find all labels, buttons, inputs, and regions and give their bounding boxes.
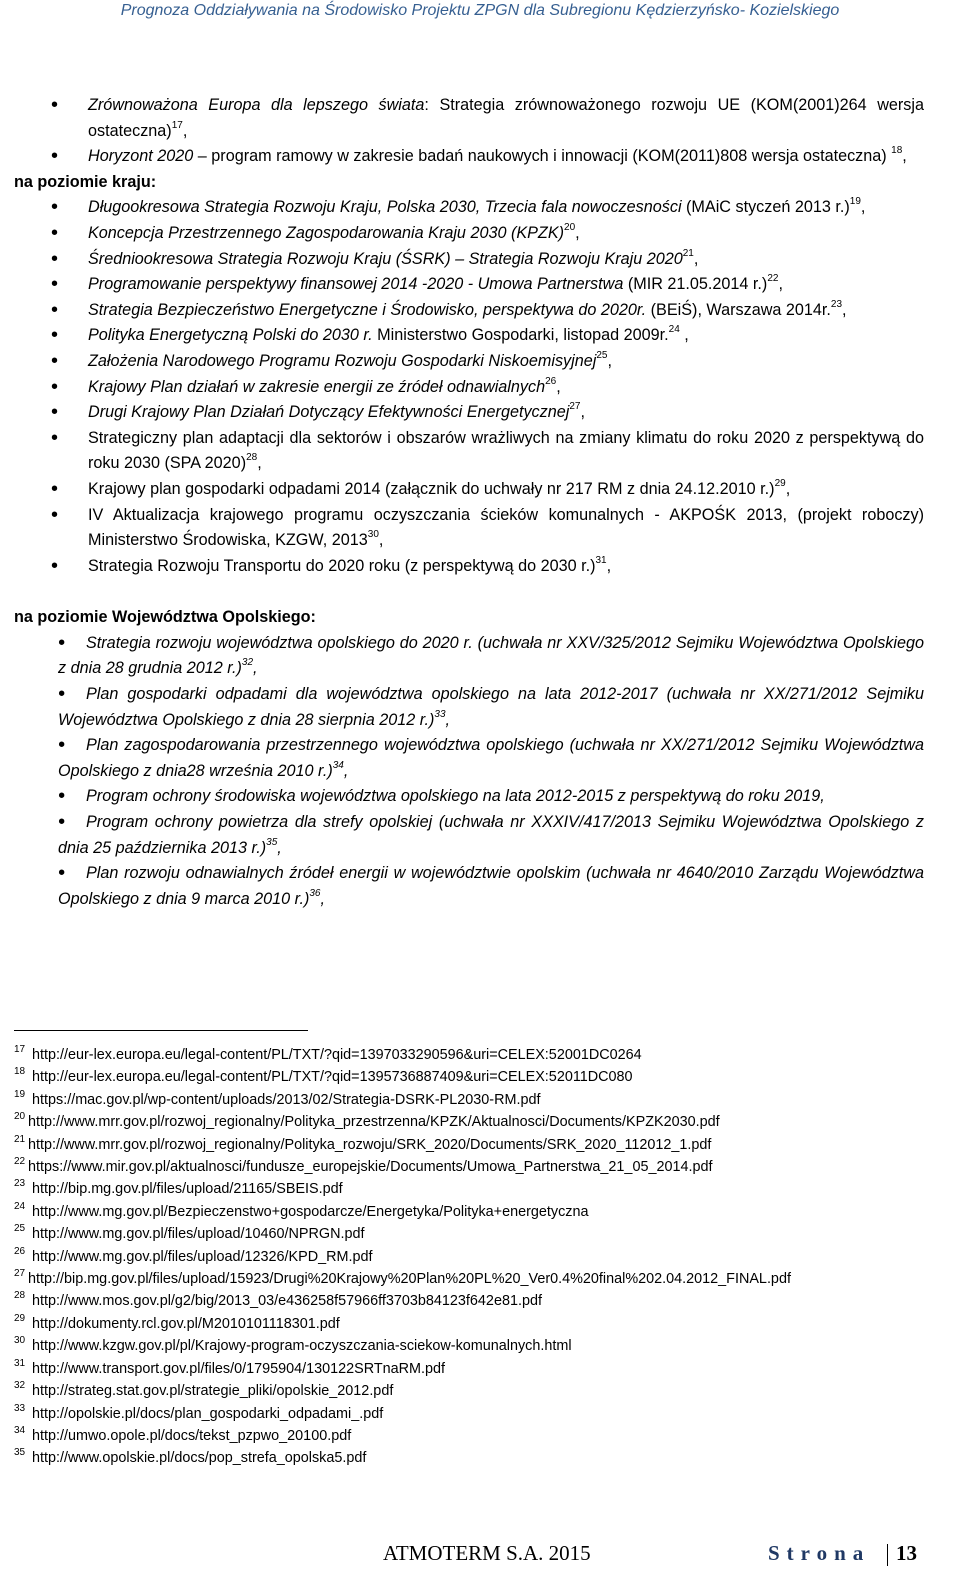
footnote-ref: 30 bbox=[367, 529, 379, 541]
list-item bbox=[14, 400, 924, 426]
footnote: $^{35}$ http://www.opolskie.pl/docs/pop_strefa_opolska5.pdf bbox=[14, 1447, 367, 1467]
item-tail: , bbox=[693, 249, 699, 268]
item-tail: , bbox=[842, 300, 847, 319]
footnote-ref: 17 bbox=[171, 119, 183, 131]
footnote-url: http://www.mg.gov.pl/files/upload/12326/KPD_RM.pdf bbox=[28, 1248, 373, 1265]
item-tail: , bbox=[607, 351, 612, 370]
item-title: Drugi Krajowy Plan Działań Dotyczący Efektywności Energetycznej bbox=[88, 403, 570, 422]
footnote-separator bbox=[14, 1030, 308, 1031]
item-title: Programowanie perspektywy finansowej 2014 -2020 - Umowa Partnerstwa bbox=[88, 275, 624, 294]
footnote-url: http://www.transport.gov.pl/files/0/1795904/130122SRTnaRM.pdf bbox=[28, 1360, 446, 1377]
item-title: Horyzont 2020 bbox=[88, 147, 194, 166]
item-tail: , bbox=[445, 710, 451, 729]
footnote-ref: 31 bbox=[595, 554, 607, 566]
item-text: Plan gospodarki odpadami dla województwa opolskiego na lata 2012-2017 (uchwała nr XX/271/2012 Sejmiku Województwa Opolskiego z dnia 28 sierpnia 2012 r.) bbox=[58, 685, 924, 729]
footnote-ref: 26 bbox=[545, 375, 557, 387]
footnote-url: http://umwo.opole.pl/docs/tekst_pzpwo_20100.pdf bbox=[28, 1427, 352, 1444]
footnote: $^{23}$ http://bip.mg.gov.pl/files/upload/21165/SBEIS.pdf bbox=[14, 1178, 343, 1198]
footnotes bbox=[14, 1044, 934, 1470]
list-item bbox=[14, 682, 924, 733]
footnote: $^{18}$ http://eur-lex.europa.eu/legal-content/PL/TXT/?qid=1395736887409&uri=CELEX:52011DC080 bbox=[14, 1066, 633, 1086]
footnote-ref: 35 bbox=[266, 836, 278, 848]
list-item bbox=[14, 733, 924, 784]
footnote-ref: 34 bbox=[332, 759, 344, 771]
footnote-url: http://eur-lex.europa.eu/legal-content/PL/TXT/?qid=1397033290596&uri=CELEX:52001DC0264 bbox=[28, 1047, 642, 1063]
item-tail: , bbox=[785, 479, 791, 498]
footnote-ref: 24 bbox=[668, 324, 680, 336]
footnote-ref: 25 bbox=[596, 349, 608, 361]
footnote-url: http://www.mrr.gov.pl/rozwoj_regionalny/Polityka_przestrzenna/KPZK/Aktualnosci/Documents/KPZK2030.pdf bbox=[28, 1114, 720, 1131]
footer-strona-label: Strona bbox=[768, 1541, 871, 1565]
footnote: $^{19}$ https://mac.gov.pl/wp-content/uploads/2013/02/Strategia-DSRK-PL2030-RM.pdf bbox=[14, 1088, 541, 1108]
list-item bbox=[14, 298, 924, 324]
footnote: $^{21}$ http://www.mrr.gov.pl/rozwoj_regionalny/Polityka_rozwoju/SRK_2020/Documents/SRK_2020_112012_1.pdf bbox=[14, 1133, 712, 1153]
list-item bbox=[14, 375, 924, 401]
main-content bbox=[14, 93, 924, 912]
running-header: Prognoza Oddziaływania na Środowisko Projektu ZPGN dla Subregionu Kędzierzyńsko- Kozielskiego bbox=[120, 2, 840, 19]
regional-documents-list bbox=[14, 631, 924, 913]
list-item bbox=[14, 477, 924, 503]
list-item bbox=[14, 426, 924, 477]
footnote-url: http://bip.mg.gov.pl/files/upload/15923/Drugi%20Krajowy%20Plan%20PL%20_Ver0.4%20final%202.04.2012_FINAL.pdf bbox=[28, 1271, 791, 1288]
footnote: $^{34}$ http://umwo.opole.pl/docs/tekst_pzpwo_20100.pdf bbox=[14, 1424, 352, 1444]
item-tail: , bbox=[556, 377, 561, 396]
footnote-url: http://www.kzgw.gov.pl/pl/Krajowy-program-oczyszczania-sciekow-komunalnych.html bbox=[28, 1338, 572, 1355]
footnote-ref: 29 bbox=[774, 477, 786, 489]
item-title: Założenia Narodowego Programu Rozwoju Gospodarki Niskoemisyjnej bbox=[88, 351, 597, 370]
item-tail: , bbox=[257, 454, 262, 473]
footnote-url: http://www.mg.gov.pl/files/upload/10460/NPRGN.pdf bbox=[28, 1226, 365, 1243]
footnote-ref: 21 bbox=[682, 247, 694, 259]
footnote: $^{27}$ http://bip.mg.gov.pl/files/upload/15923/Drugi%20Krajowy%20Plan%20PL%20_Ver0.4%20final%202.04.2012_FINAL.pdf bbox=[14, 1268, 791, 1288]
item-tail: , bbox=[575, 223, 580, 242]
footnote-url: http://eur-lex.europa.eu/legal-content/PL/TXT/?qid=1395736887409&uri=CELEX:52011DC080 bbox=[28, 1069, 633, 1086]
list-item bbox=[14, 784, 924, 810]
item-text: Krajowy plan gospodarki odpadami 2014 (załącznik do uchwały nr 217 RM z dnia 24.12.2010 r.) bbox=[88, 479, 775, 498]
eu-documents-list bbox=[14, 93, 924, 170]
footnote: $^{25}$ http://www.mg.gov.pl/files/upload/10460/NPRGN.pdf bbox=[14, 1223, 365, 1243]
footnote-ref: 20 bbox=[564, 221, 576, 233]
item-title: Polityka Energetyczną Polski do 2030 r. bbox=[88, 326, 373, 345]
list-item bbox=[14, 631, 924, 682]
footnote-ref: 18 bbox=[891, 145, 903, 157]
list-item bbox=[14, 810, 924, 861]
item-tail: , bbox=[860, 198, 866, 217]
footnote-url: https://www.mir.gov.pl/aktualnosci/fundusze_europejskie/Documents/Umowa_Partnerstwa_21_05_2014.pdf bbox=[28, 1159, 713, 1176]
list-item bbox=[14, 349, 924, 375]
list-item bbox=[14, 221, 924, 247]
item-text: Program ochrony środowiska województwa opolskiego na lata 2012-2015 z perspektywą do roku 2019, bbox=[86, 787, 825, 806]
footnote-url: https://mac.gov.pl/wp-content/uploads/2013/02/Strategia-DSRK-PL2030-RM.pdf bbox=[28, 1091, 541, 1108]
item-title: Zrównoważona Europa dla lepszego świata bbox=[88, 96, 425, 114]
footer-company: ATMOTERM S.A. 2015 bbox=[383, 1541, 591, 1565]
item-tail: , bbox=[253, 659, 258, 678]
item-tail: , bbox=[679, 326, 689, 345]
item-tail: , bbox=[277, 838, 282, 857]
item-text: Program ochrony powietrza dla strefy opolskiej (uchwała nr XXXIV/417/2013 Sejmiku Województwa Opolskiego z dnia 25 października 2013 r.) bbox=[58, 813, 924, 857]
item-text: Strategiczny plan adaptacji dla sektorów i obszarów wrażliwych na zmiany klimatu do roku 2020 z perspektywą do roku 2030 (SPA 2020) bbox=[88, 428, 924, 473]
footnote-url: http://www.mrr.gov.pl/rozwoj_regionalny/Polityka_rozwoju/SRK_2020/Documents/SRK_2020_112012_1.pdf bbox=[28, 1136, 712, 1153]
list-item bbox=[14, 272, 924, 298]
footnote: $^{33}$ http://opolskie.pl/docs/plan_gospodarki_odpadami_.pdf bbox=[14, 1402, 384, 1422]
item-title: Strategia Bezpieczeństwo Energetyczne i Środowisko, perspektywa do 2020r. bbox=[88, 300, 647, 319]
list-item bbox=[14, 247, 924, 273]
item-tail: , bbox=[778, 275, 783, 294]
footnote: $^{22}$ https://www.mir.gov.pl/aktualnosci/fundusze_europejskie/Documents/Umowa_Partnerstwa_21_05_2014.pdf bbox=[14, 1156, 713, 1176]
section-heading-kraj: na poziomie kraju: bbox=[14, 172, 157, 191]
list-item bbox=[14, 861, 924, 912]
footnote-url: http://strateg.stat.gov.pl/strategie_pliki/opolskie_2012.pdf bbox=[28, 1383, 394, 1400]
list-item bbox=[14, 93, 924, 144]
footnote-url: http://opolskie.pl/docs/plan_gospodarki_odpadami_.pdf bbox=[28, 1405, 384, 1422]
footnote-ref: 32 bbox=[241, 657, 254, 669]
page-footer bbox=[0, 1541, 960, 1569]
footnote-url: http://www.mg.gov.pl/Bezpieczenstwo+gospodarcze/Energetyka/Polityka+energetyczna bbox=[28, 1203, 589, 1220]
footnote-url: http://dokumenty.rcl.gov.pl/M2010101118301.pdf bbox=[28, 1315, 340, 1332]
item-tail: , bbox=[182, 121, 188, 140]
footnote-ref: 22 bbox=[767, 273, 779, 285]
list-item bbox=[14, 554, 924, 580]
item-tail: , bbox=[580, 403, 585, 422]
item-tail: , bbox=[902, 147, 907, 166]
national-documents-list bbox=[14, 195, 924, 579]
item-text: (MIR 21.05.2014 r.) bbox=[623, 275, 768, 294]
item-tail: , bbox=[378, 531, 384, 550]
item-text: (BEiŚ), Warszawa 2014r. bbox=[646, 300, 831, 319]
footnote: $^{28}$ http://www.mos.gov.pl/g2/big/2013_03/e436258f57966ff3703b84123f642e81.pdf bbox=[14, 1290, 542, 1310]
footnote-url: http://www.mos.gov.pl/g2/big/2013_03/e436258f57966ff3703b84123f642e81.pdf bbox=[28, 1293, 542, 1310]
item-text: Ministerstwo Gospodarki, listopad 2009r. bbox=[372, 326, 669, 345]
footnote: $^{29}$ http://dokumenty.rcl.gov.pl/M2010101118301.pdf bbox=[14, 1312, 340, 1332]
item-title: Krajowy Plan działań w zakresie energii ze źródeł odnawialnych bbox=[88, 377, 546, 396]
item-text: Plan rozwoju odnawialnych źródeł energii w województwie opolskim (uchwała nr 4640/2010 Zarządu Województwa Opolskiego z dnia 9 marca 2010 r.) bbox=[58, 864, 924, 908]
item-title: Średniookresowa Strategia Rozwoju Kraju (ŚSRK) – Strategia Rozwoju Kraju 2020 bbox=[88, 249, 683, 268]
footnote-ref: 23 bbox=[830, 298, 843, 310]
footnote-ref: 27 bbox=[569, 401, 581, 413]
item-tail: , bbox=[606, 556, 612, 575]
item-text: (MAiC styczeń 2013 r.) bbox=[681, 198, 850, 217]
list-item bbox=[14, 144, 924, 170]
footnote-ref: 36 bbox=[309, 887, 321, 899]
footnote-ref: 28 bbox=[246, 452, 258, 464]
footnote: $^{24}$ http://www.mg.gov.pl/Bezpieczenstwo+gospodarcze/Energetyka/Polityka+energetyczna bbox=[14, 1200, 589, 1220]
list-item bbox=[14, 195, 924, 221]
item-title: Koncepcja Przestrzennego Zagospodarowania Kraju 2030 (KPZK) bbox=[88, 223, 565, 242]
footnote-url: http://www.opolskie.pl/docs/pop_strefa_opolska5.pdf bbox=[28, 1450, 367, 1467]
footnote: $^{26}$ http://www.mg.gov.pl/files/upload/12326/KPD_RM.pdf bbox=[14, 1245, 373, 1265]
item-text: – program ramowy w zakresie badań naukowych i innowacji (KOM(2011)808 wersja ostateczna) bbox=[193, 147, 892, 166]
page-number: 13 bbox=[896, 1541, 917, 1565]
item-text: Strategia rozwoju województwa opolskiego do 2020 r. (uchwała nr XXV/325/2012 Sejmiku Województwa Opolskiego z dnia 28 grudnia 2012 r.) bbox=[58, 633, 924, 678]
item-text: : Strategia zrównoważonego rozwoju UE (KOM(2001)264 wersja ostateczna) bbox=[88, 96, 924, 140]
item-text: IV Aktualizacja krajowego programu oczyszczania ścieków komunalnych - AKPOŚK 2013, (projekt roboczy) Ministerstwo Środowiska, KZGW, 2013 bbox=[88, 505, 924, 550]
list-item bbox=[14, 503, 924, 554]
item-text: Strategia Rozwoju Transportu do 2020 roku (z perspektywą do 2030 r.) bbox=[88, 556, 596, 575]
list-item bbox=[14, 323, 924, 349]
footnote: $^{32}$ http://strateg.stat.gov.pl/strategie_pliki/opolskie_2012.pdf bbox=[14, 1380, 394, 1400]
footer-separator bbox=[887, 1544, 888, 1566]
item-text: Plan zagospodarowania przestrzennego województwa opolskiego (uchwała nr XX/271/2012 Sejmiku Województwa Opolskiego z dnia28 września 2010 r.) bbox=[58, 736, 924, 780]
footnote-url: http://bip.mg.gov.pl/files/upload/21165/SBEIS.pdf bbox=[28, 1181, 343, 1198]
item-title: Długookresowa Strategia Rozwoju Kraju, Polska 2030, Trzecia fala nowoczesności bbox=[88, 198, 682, 217]
footnote: $^{20}$ http://www.mrr.gov.pl/rozwoj_regionalny/Polityka_przestrzenna/KPZK/Aktualnosci/Documents/KPZK2030.pdf bbox=[14, 1111, 720, 1131]
footnote-ref: 19 bbox=[849, 196, 861, 208]
item-tail: , bbox=[320, 889, 325, 908]
footnote: $^{31}$ http://www.transport.gov.pl/files/0/1795904/130122SRTnaRM.pdf bbox=[14, 1357, 446, 1377]
item-tail: , bbox=[343, 761, 349, 780]
footnote-ref: 33 bbox=[434, 708, 446, 720]
footnote: $^{30}$ http://www.kzgw.gov.pl/pl/Krajowy-program-oczyszczania-sciekow-komunalnych.html bbox=[14, 1335, 572, 1355]
footnote: $^{17}$ http://eur-lex.europa.eu/legal-content/PL/TXT/?qid=1397033290596&uri=CELEX:52001DC0264 bbox=[14, 1044, 642, 1063]
section-heading-wojewodztwo: na poziomie Województwa Opolskiego: bbox=[14, 608, 316, 627]
